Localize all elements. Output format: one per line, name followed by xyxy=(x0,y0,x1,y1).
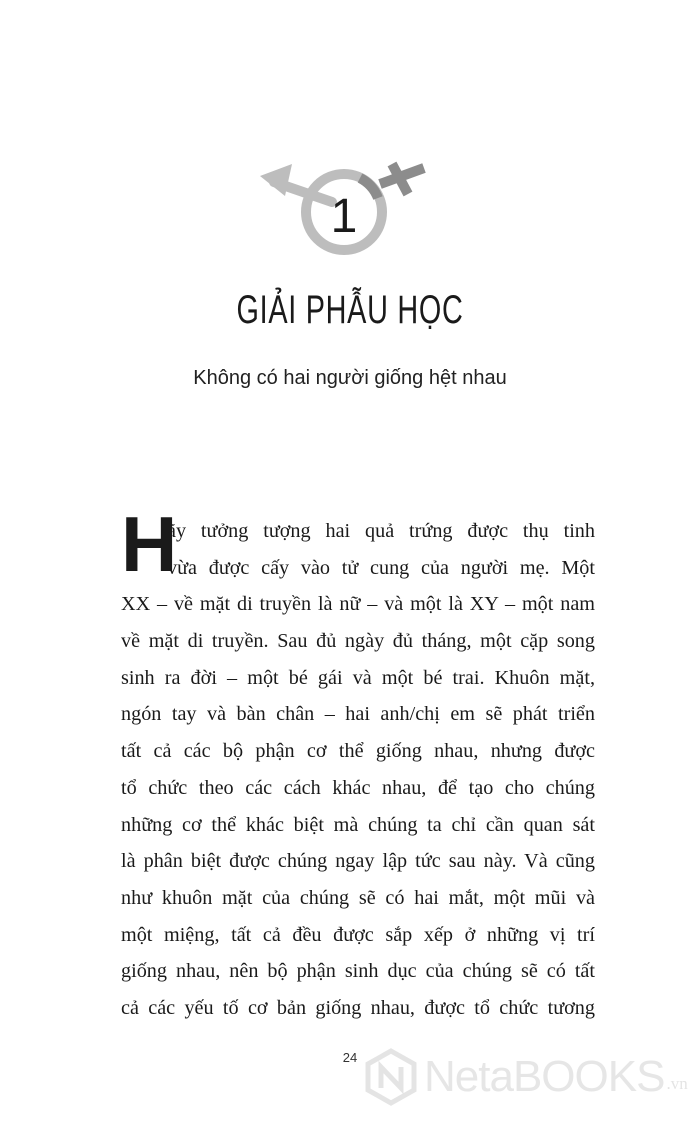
text-line: cả các yếu tố cơ bản giống nhau, được tổ chức tương xyxy=(121,996,595,1019)
chapter-title: GIẢI PHẪU HỌC xyxy=(236,288,464,332)
chapter-emblem xyxy=(252,150,442,260)
text-line: như khuôn mặt của chúng sẽ có hai mắt, một mũi và xyxy=(121,886,595,909)
text-line: tất cả các bộ phận cơ thể giống nhau, nhưng được xyxy=(121,740,595,763)
text-line: về mặt di truyền. Sau đủ ngày đủ tháng, một cặp song xyxy=(121,630,595,653)
netabooks-logo-icon xyxy=(362,1048,420,1106)
gender-symbol-icon xyxy=(252,150,442,260)
watermark-suffix: .vn xyxy=(666,1074,688,1093)
text-line: XX – về mặt di truyền là nữ – và một là XY – một nam xyxy=(121,593,595,616)
text-line: tổ chức theo các cách khác nhau, để tạo cho chúng xyxy=(121,776,595,799)
drop-cap: H xyxy=(121,500,178,588)
text-line: sinh ra đời – một bé gái và một bé trai. Khuôn mặt, xyxy=(121,666,595,689)
page-number: 24 xyxy=(342,1050,358,1065)
watermark xyxy=(362,1046,692,1108)
text-line: giống nhau, nên bộ phận sinh dục của chúng sẽ có tất xyxy=(121,960,595,983)
text-line: là phân biệt được chúng ngay lập tức sau này. Và cũng xyxy=(121,850,595,873)
watermark-brand: NetaBOOKS xyxy=(424,1052,665,1101)
text-line: những cơ thể khác biệt mà chúng ta chỉ cần quan sát xyxy=(121,813,595,836)
text-line: một miệng, tất cả đều được sắp xếp ở những vị trí xyxy=(121,923,595,946)
chapter-number: 1 xyxy=(330,190,358,243)
text-line: ãy tưởng tượng hai quả trứng được thụ tinh xyxy=(167,520,595,542)
chapter-subtitle: Không có hai người giống hệt nhau xyxy=(193,367,507,389)
text-line: vừa được cấy vào tử cung của người mẹ. Một xyxy=(167,556,595,579)
text-line: ngón tay và bàn chân – hai anh/chị em sẽ phát triển xyxy=(121,703,595,726)
body-paragraph xyxy=(121,500,595,1027)
